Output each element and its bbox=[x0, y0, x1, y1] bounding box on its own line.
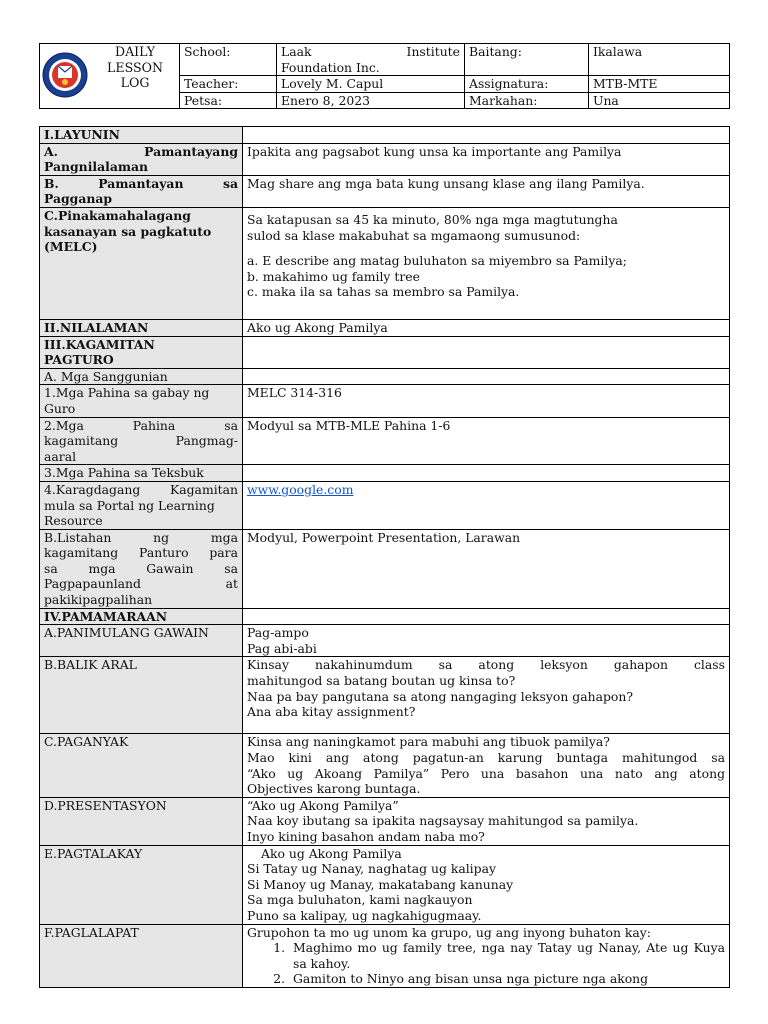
layunin-title: I.LAYUNIN bbox=[40, 127, 243, 144]
school-label: School: bbox=[180, 44, 277, 76]
deped-seal-logo bbox=[42, 52, 88, 98]
pamantayang-pangnilalaman-label bbox=[40, 143, 243, 175]
paganyak-line-1: Kinsa ang naningkamot para mabuhi ang tibuok pamilya? bbox=[247, 734, 610, 750]
presentasyon-label: D.PRESENTASYON bbox=[40, 797, 243, 845]
balik-line-4: Ana aba kitay assignment? bbox=[247, 704, 416, 720]
pamantayang-pangnilalaman-value: Ipakita ang pagsabot kung unsa ka importante ang Pamilya bbox=[243, 143, 730, 175]
pamantayang-label-line-1: A. Pamantayang bbox=[44, 143, 238, 159]
paglalapat-intro: Grupohon ta mo ug unom ka grupo, ug ang inyong buhaton kay: bbox=[247, 924, 651, 940]
listahan-label-line-2: kagamitang Panturo para bbox=[44, 545, 238, 561]
panimula-row bbox=[40, 625, 730, 657]
balik-aral-row bbox=[40, 657, 730, 734]
header-table bbox=[39, 43, 730, 109]
portal-row bbox=[40, 481, 730, 529]
pagtalakay-line-5: Puno sa kalipay, ug nagkahigugmaay. bbox=[247, 907, 482, 923]
panimula-label: A.PANIMULANG GAWAIN bbox=[40, 625, 243, 657]
listahan-value: Modyul, Powerpoint Presentation, Larawan bbox=[243, 529, 730, 608]
school-value-line-1: Laak Institute bbox=[281, 44, 460, 59]
google-link[interactable]: www.google.com bbox=[247, 481, 354, 497]
gabay-guro-row bbox=[40, 385, 730, 417]
baitang-value: Ikalawa bbox=[589, 44, 730, 76]
assignatura-label: Assignatura: bbox=[465, 76, 589, 93]
pagtalakay-line-1: Ako ug Akong Pamilya bbox=[261, 845, 402, 861]
melc-label-line-3: (MELC) bbox=[44, 239, 98, 255]
pangmag-aaral-row bbox=[40, 417, 730, 465]
lesson-table bbox=[39, 126, 730, 988]
pangmag-label-line-3: aaral bbox=[44, 448, 77, 464]
kagamitan-header-row bbox=[40, 336, 730, 368]
teksbuk-row bbox=[40, 465, 730, 482]
paganyak-line-2: Mao kini ang atong pagatun-an karung buntaga mahitungod sa bbox=[247, 750, 725, 766]
pangmag-aaral-value: Modyul sa MTB-MLE Pahina 1-6 bbox=[243, 417, 730, 465]
portal-label-line-1: 4.Karagdagang Kagamitan bbox=[44, 481, 238, 497]
sanggunian-row bbox=[40, 368, 730, 385]
pagtalakay-row bbox=[40, 845, 730, 924]
dll-title-line-3: LOG bbox=[120, 75, 150, 91]
balik-aral-label: B.BALIK ARAL bbox=[40, 657, 243, 734]
presentasyon-row bbox=[40, 797, 730, 845]
balik-line-2: mahitungod sa batang boutan ug kinsa to? bbox=[247, 673, 516, 689]
melc-value bbox=[243, 207, 730, 319]
paglalapat-row bbox=[40, 924, 730, 987]
gabay-guro-label bbox=[40, 385, 243, 417]
paglalapat-list bbox=[247, 940, 725, 987]
paganyak-row bbox=[40, 734, 730, 797]
pagganap-label-line-1: B. Pamantayan sa bbox=[44, 175, 238, 191]
balik-line-3: Naa pa bay pangutana sa atong nangaging leksyon gahapon? bbox=[247, 688, 633, 704]
kagamitan-title bbox=[40, 336, 243, 368]
melc-row bbox=[40, 207, 730, 319]
layunin-header-row bbox=[40, 127, 730, 144]
paganyak-line-4: Objectives karong buntaga. bbox=[247, 781, 421, 797]
gabay-guro-value: MELC 314-316 bbox=[243, 385, 730, 417]
pangmag-label-line-2: kagamitang Pangmag- bbox=[44, 433, 238, 449]
school-value bbox=[277, 44, 465, 76]
melc-label-line-2: kasanayan sa pagkatuto bbox=[44, 223, 212, 239]
pamantayan-pagganap-label bbox=[40, 175, 243, 207]
presentasyon-line-3: Inyo kining basahon andam naba mo? bbox=[247, 829, 485, 844]
petsa-value: Enero 8, 2023 bbox=[277, 92, 465, 109]
listahan-label-line-5: pakikipagpalihan bbox=[44, 592, 153, 608]
presentasyon-line-1: “Ako ug Akong Pamilya” bbox=[247, 797, 399, 813]
pagtalakay-line-3: Si Manoy ug Manay, makatabang kanunay bbox=[247, 876, 514, 892]
nilalaman-value: Ako ug Akong Pamilya bbox=[243, 319, 730, 336]
paganyak-label: C.PAGANYAK bbox=[40, 734, 243, 797]
panimula-line-2: Pag abi-abi bbox=[247, 640, 317, 656]
melc-label-line-1: C.Pinakamahalagang bbox=[44, 207, 191, 223]
gabay-label-line-1: 1.Mga Pahina sa gabay ng bbox=[44, 385, 210, 401]
balik-aral-value bbox=[243, 657, 730, 734]
portal-label bbox=[40, 481, 243, 529]
presentasyon-value bbox=[243, 797, 730, 845]
pagtalakay-line-2: Si Tatay ug Nanay, naghatag ug kalipay bbox=[247, 861, 496, 877]
panimula-value bbox=[243, 625, 730, 657]
paglalapat-item-2: 2. Gamiton to Ninyo ang bisan unsa nga picture nga akong bbox=[289, 971, 725, 987]
paganyak-value bbox=[243, 734, 730, 797]
listahan-label-line-3: sa mga Gawain sa bbox=[44, 560, 238, 576]
portal-label-line-3: Resource bbox=[44, 513, 103, 529]
teksbuk-label: 3.Mga Pahina sa Teksbuk bbox=[40, 465, 243, 482]
pangmag-aaral-label bbox=[40, 417, 243, 465]
melc-objective-b: b. makahimo ug family tree bbox=[247, 268, 420, 284]
pamantayang-label-line-2: Pangnilalaman bbox=[44, 159, 149, 175]
paglalapat-value bbox=[243, 924, 730, 987]
sanggunian-label: A. Mga Sanggunian bbox=[40, 368, 243, 385]
pagtalakay-value bbox=[243, 845, 730, 924]
melc-objective-c: c. maka ila sa tahas sa membro sa Pamilya. bbox=[247, 284, 520, 300]
kagamitan-title-line-1: III.KAGAMITAN bbox=[44, 336, 155, 352]
teacher-value: Lovely M. Capul bbox=[277, 76, 465, 93]
markahan-label: Markahan: bbox=[465, 92, 589, 109]
pagganap-label-line-2: Pagganap bbox=[44, 191, 113, 207]
presentasyon-line-2: Naa koy ibutang sa ipakita nagsaysay mahitungod sa pamilya. bbox=[247, 813, 639, 829]
balik-line-1: Kinsay nakahinumdum sa atong leksyon gahapon class bbox=[247, 657, 725, 673]
dll-title-line-1: DAILY bbox=[114, 44, 156, 59]
panimula-line-1: Pag-ampo bbox=[247, 625, 309, 641]
paglalapat-item-1: 1. Maghimo mo ug family tree, nga nay Tatay ug Nanay, Ate ug Kuya sa kahoy. bbox=[289, 940, 725, 971]
nilalaman-row bbox=[40, 319, 730, 336]
pamantayan-pagganap-row bbox=[40, 175, 730, 207]
pagtalakay-line-4: Sa mga buluhaton, kami nagkauyon bbox=[247, 892, 473, 908]
listahan-label-line-4: Pagpapaunland at bbox=[44, 576, 238, 592]
gabay-label-line-2: Guro bbox=[44, 400, 76, 416]
melc-label bbox=[40, 207, 243, 319]
listahan-row bbox=[40, 529, 730, 608]
pamamaraan-header-row bbox=[40, 608, 730, 625]
portal-label-line-2: mula sa Portal ng Learning bbox=[44, 497, 215, 513]
deped-logo-cell bbox=[40, 44, 180, 109]
kagamitan-title-line-2: PAGTURO bbox=[44, 352, 114, 368]
melc-objective-a: a. E describe ang matag buluhaton sa miyembro sa Pamilya; bbox=[247, 253, 627, 269]
pagtalakay-label: E.PAGTALAKAY bbox=[40, 845, 243, 924]
pamamaraan-title: IV.PAMAMARAAN bbox=[40, 608, 243, 625]
assignatura-value: MTB-MTE bbox=[589, 76, 730, 93]
petsa-label: Petsa: bbox=[180, 92, 277, 109]
melc-intro-line-1: Sa katapusan sa 45 ka minuto, 80% nga mga magtutungha bbox=[247, 211, 618, 227]
pamantayang-pangnilalaman-row bbox=[40, 143, 730, 175]
paganyak-line-3: “Ako ug Akoang Pamilya” Pero una basahon una nato ang atong bbox=[247, 765, 725, 781]
paglalapat-label: F.PAGLALAPAT bbox=[40, 924, 243, 987]
markahan-value: Una bbox=[589, 92, 730, 109]
pamantayan-pagganap-value: Mag share ang mga bata kung unsang klase ang ilang Pamilya. bbox=[243, 175, 730, 207]
baitang-label: Baitang: bbox=[465, 44, 589, 76]
nilalaman-title: II.NILALAMAN bbox=[40, 319, 243, 336]
listahan-label bbox=[40, 529, 243, 608]
teacher-label: Teacher: bbox=[180, 76, 277, 93]
dll-title-line-2: LESSON bbox=[107, 59, 163, 75]
portal-value bbox=[243, 481, 730, 529]
melc-intro-line-2: sulod sa klase makabuhat sa mgamaong sumusunod: bbox=[247, 227, 581, 243]
pangmag-label-line-1: 2.Mga Pahina sa bbox=[44, 417, 238, 433]
school-value-line-2: Foundation Inc. bbox=[281, 59, 380, 75]
listahan-label-line-1: B.Listahan ng mga bbox=[44, 529, 238, 545]
